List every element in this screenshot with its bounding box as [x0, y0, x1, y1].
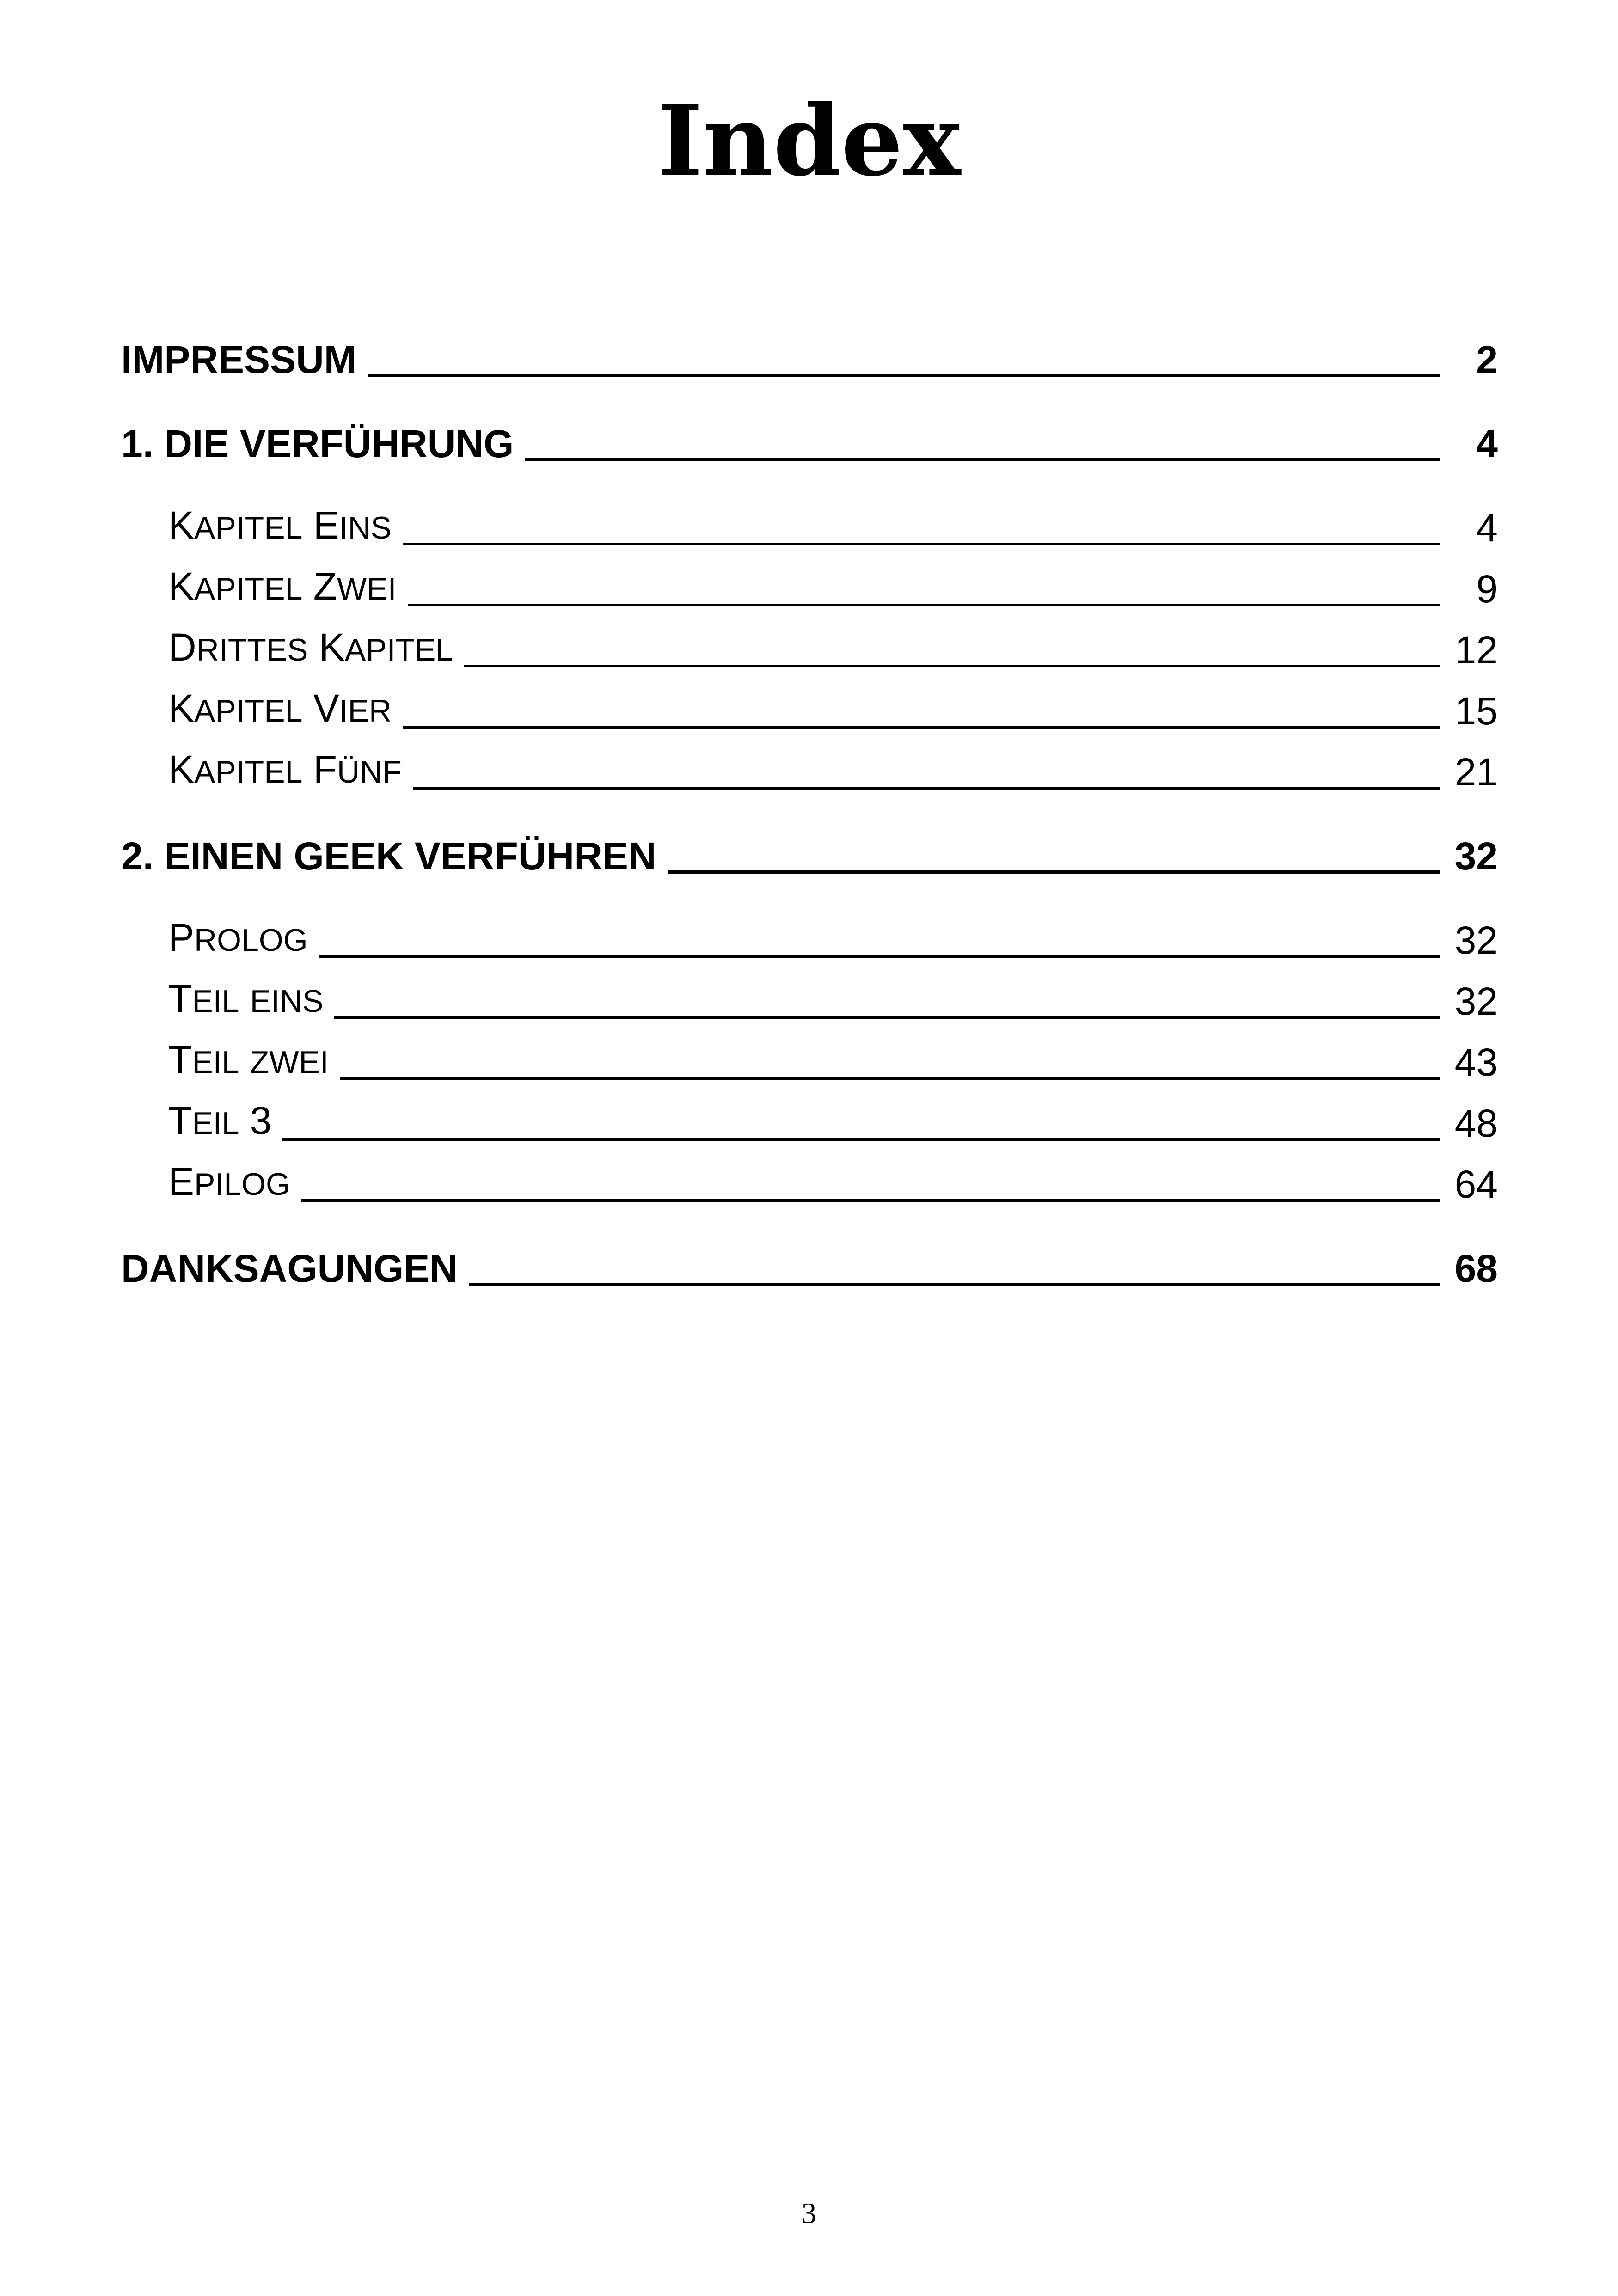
toc-entry-epilog[interactable]	[121, 1154, 1498, 1215]
toc-entry-label: 2. EINEN GEEK VERFÜHREN	[121, 834, 656, 878]
toc-entry-label: 1. DIE VERFÜHRUNG	[121, 422, 514, 465]
toc-entry-danksagungen[interactable]	[121, 1238, 1498, 1299]
toc-entry-drittes-kapitel[interactable]	[121, 619, 1498, 680]
toc-entry-die-verfuehrung[interactable]	[121, 413, 1498, 474]
toc-entry-teil-eins[interactable]	[121, 971, 1498, 1032]
toc-entry-label: EPILOG	[168, 1160, 290, 1203]
toc-leader-line	[301, 1199, 1440, 1202]
toc-entry-kapitel-eins[interactable]	[121, 497, 1498, 558]
toc-entry-page: 32	[1454, 980, 1498, 1023]
toc-entry-kapitel-zwei[interactable]	[121, 558, 1498, 619]
toc-entry-label: IMPRESSUM	[121, 338, 356, 381]
toc-entry-label: DRITTES KAPITEL	[168, 625, 454, 669]
toc-entry-teil-3[interactable]	[121, 1093, 1498, 1154]
toc-entry-prolog[interactable]	[121, 910, 1498, 971]
toc-entry-label: KAPITEL FÜNF	[168, 747, 402, 791]
toc-entry-label: KAPITEL VIER	[168, 686, 392, 730]
toc-leader-line	[464, 665, 1440, 667]
toc-entry-page: 43	[1454, 1041, 1498, 1084]
toc-entry-kapitel-vier[interactable]	[121, 680, 1498, 741]
toc-entry-page: 2	[1476, 338, 1498, 381]
toc-entry-label: KAPITEL EINS	[168, 503, 392, 547]
toc-entry-einen-geek-verfuehren[interactable]	[121, 826, 1498, 887]
toc-leader-line	[403, 726, 1440, 729]
toc-entry-page: 21	[1454, 750, 1498, 794]
table-of-contents	[121, 329, 1498, 1299]
toc-leader-line	[340, 1077, 1440, 1080]
toc-leader-line	[668, 870, 1440, 874]
toc-entry-label: TEIL ZWEI	[168, 1038, 329, 1081]
toc-entry-label: KAPITEL ZWEI	[168, 564, 397, 608]
toc-entry-page: 32	[1454, 834, 1498, 878]
page-title: Index	[657, 84, 961, 198]
toc-leader-line	[282, 1138, 1440, 1141]
toc-entry-kapitel-fuenf[interactable]	[121, 741, 1498, 802]
toc-entry-label: TEIL EINS	[168, 977, 324, 1020]
toc-leader-line	[403, 543, 1440, 545]
toc-leader-line	[413, 787, 1440, 790]
toc-entry-page: 64	[1454, 1163, 1498, 1206]
toc-entry-label: TEIL 3	[168, 1099, 272, 1142]
toc-entry-page: 9	[1476, 567, 1498, 611]
toc-leader-line	[368, 374, 1440, 377]
toc-entry-teil-zwei[interactable]	[121, 1032, 1498, 1093]
toc-leader-line	[319, 955, 1440, 958]
toc-leader-line	[408, 604, 1441, 606]
toc-leader-line	[469, 1283, 1440, 1286]
toc-entry-impressum[interactable]	[121, 329, 1498, 390]
toc-entry-label: PROLOG	[168, 916, 308, 959]
toc-leader-line	[525, 458, 1440, 461]
toc-entry-page: 4	[1476, 506, 1498, 550]
toc-entry-page: 68	[1454, 1247, 1498, 1290]
toc-entry-page: 4	[1476, 422, 1498, 465]
toc-entry-page: 48	[1454, 1102, 1498, 1145]
toc-entry-page: 32	[1454, 918, 1498, 962]
page-number: 3	[802, 2197, 816, 2229]
toc-entry-page: 12	[1454, 628, 1498, 672]
toc-entry-page: 15	[1454, 689, 1498, 733]
toc-entry-label: DANKSAGUNGEN	[121, 1247, 458, 1290]
toc-leader-line	[334, 1016, 1440, 1019]
